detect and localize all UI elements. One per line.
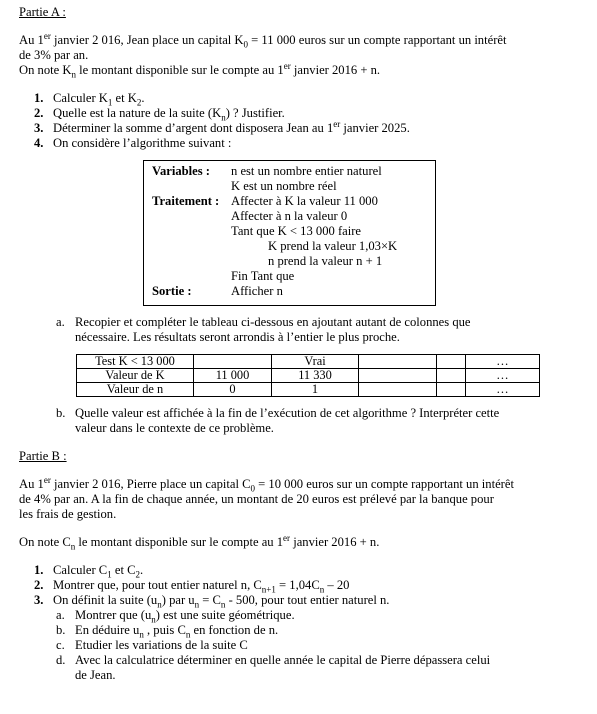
part-a-intro-line1: Au 1er janvier 2 016, Jean place un capital $K_0 = 11$ 000 euros sur un compte rapportant un intérêt <box>19 30 507 50</box>
algo-trait-line3: Tant que K < 13 000 faire <box>231 224 362 238</box>
part-b-intro-line1: Au 1er janvier 2 016, Pierre place un capital $C_0 = 10$ 000 euros sur un compte rapportant un intérêt <box>19 474 514 494</box>
question-b1: 1. Calculer $C_1$ et $C_2$. <box>34 563 144 580</box>
document <box>19 5 584 683</box>
question-b3d: d. Avec la calculatrice déterminer en quelle année le capital de Pierre dépassera celui de Jean. <box>56 653 491 682</box>
subquestion-a: a. Recopier et compléter le tableau ci-dessous en ajoutant autant de colonnes que nécessaire. Les résultats seront arrondis à l’entier le plus proche. <box>56 315 471 344</box>
algo-var-line1: n est un nombre entier naturel <box>231 164 382 178</box>
algo-traitement-label: Traitement : <box>152 194 220 208</box>
algo-variables-label: Variables : <box>152 164 210 178</box>
question-b3: 3. On définit la suite $(u_n)$ par $u_n = C_n - 500$, pour tout entier naturel n. <box>34 593 390 610</box>
algo-trait-line4: K prend la valeur 1,03×K <box>268 239 398 253</box>
question-b3a: a. Montrer que $(u_n)$ est une suite géométrique. <box>56 608 295 625</box>
values-table <box>76 354 540 397</box>
part-a-questions <box>19 91 584 151</box>
question-a2: 2. Quelle est la nature de la suite $(K_n)$ ? Justifier. <box>34 106 285 123</box>
algorithm-box <box>143 160 436 306</box>
algo-trait-line1: Affecter à K la valeur 11 000 <box>231 194 378 208</box>
part-b-intro-line4: On note $C_n$ le montant disponible sur le compte au 1er janvier 2016 + n. <box>19 532 380 552</box>
question-b3c: c. Etudier les variations de la suite C <box>56 638 248 652</box>
part-a-intro-line3: On note $K_n$ le montant disponible sur le compte au 1er janvier 2016 + n. <box>19 60 381 80</box>
question-a1: 1. Calculer $K_1$ et $K_2$. <box>34 91 145 108</box>
question-b2: 2. Montrer que, pour tout entier naturel n, $C_{n+1} = 1,04C_n - 20$ <box>34 578 350 595</box>
table-row: Test K < 13 000 Vrai … <box>77 355 540 369</box>
part-b-q3-subquestions <box>19 608 584 683</box>
algo-sortie-label: Sortie : <box>152 284 192 298</box>
algo-trait-line2: Affecter à n la valeur 0 <box>231 209 348 223</box>
question-a3: 3. Déterminer la somme d’argent dont disposera Jean au 1er janvier 2025. <box>34 118 410 135</box>
part-b-title: Partie B : <box>19 449 67 463</box>
part-a-intro-line2: de 3% par an. <box>19 48 89 62</box>
algo-out-line: Afficher n <box>231 284 283 298</box>
part-b-intro-line3: les frais de gestion. <box>19 507 117 521</box>
part-a-title: Partie A : <box>19 5 66 19</box>
part-b-intro-line2: de 4% par an. A la fin de chaque année, un montant de 20 euros est prélevé par la banque pour <box>19 492 494 506</box>
algo-trait-line5: n prend la valeur n + 1 <box>268 254 383 268</box>
table-row: Valeur de n 0 1 … <box>77 383 540 397</box>
subquestion-b: b. Quelle valeur est affichée à la fin de l’exécution de cet algorithme ? Interpréter cette valeur dans le contexte de ce problème. <box>56 406 500 435</box>
part-b-questions <box>19 563 584 608</box>
algo-var-line2: K est un nombre réel <box>231 179 337 193</box>
question-a4: 4. On considère l’algorithme suivant : <box>34 136 232 150</box>
question-b3b: b. En déduire $u_n$ , puis $C_n$ en fonction de n. <box>56 623 279 640</box>
table-row: Valeur de K 11 000 11 330 … <box>77 369 540 383</box>
algo-trait-line6: Fin Tant que <box>231 269 295 283</box>
